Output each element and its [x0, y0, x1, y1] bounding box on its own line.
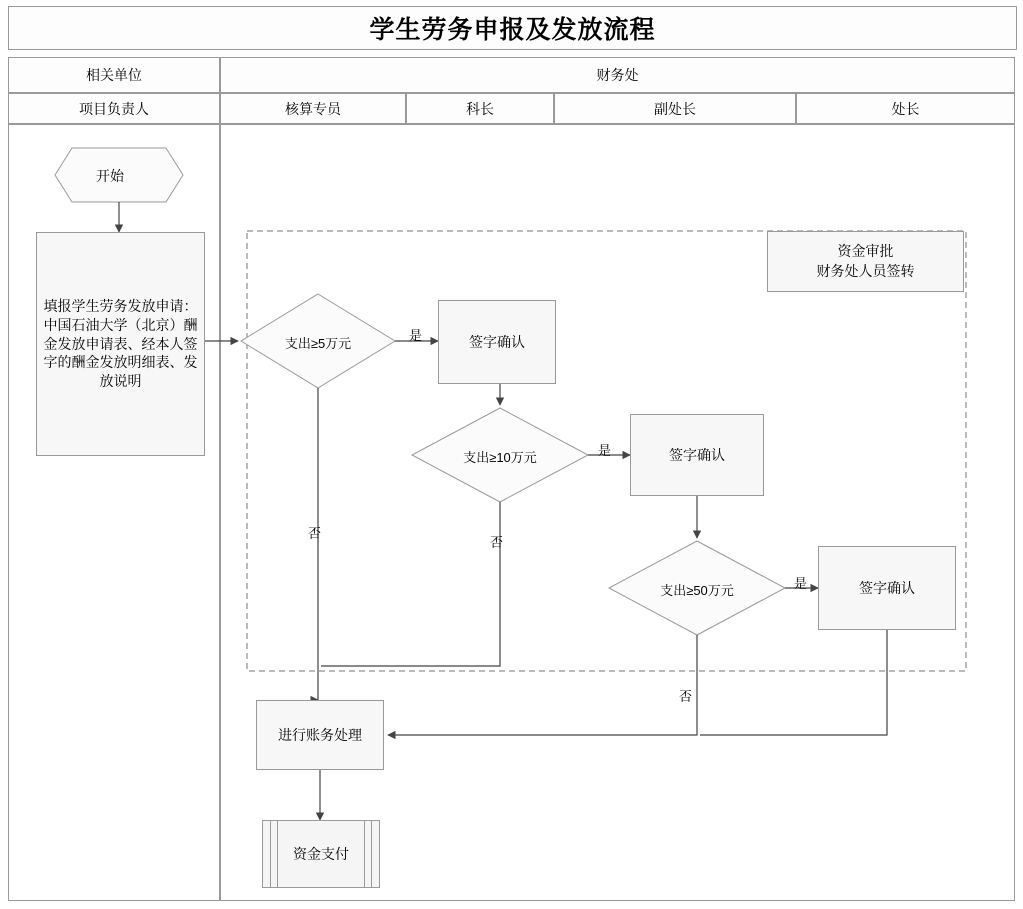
approval-note-box	[767, 231, 964, 292]
edge-label-no-3: 否	[679, 689, 693, 704]
sign-confirm-deputy-director: 签字确认	[630, 414, 764, 496]
sign-confirm-section-chief: 签字确认	[438, 300, 556, 384]
edge-label-yes-2: 是	[598, 443, 612, 458]
page-title: 学生劳务申报及发放流程	[8, 6, 1017, 50]
account-processing-node: 进行账务处理	[256, 700, 384, 770]
edge-label-no-1: 否	[308, 526, 322, 541]
decision-50wan-label: 支出≥50万元	[660, 583, 734, 598]
header-director: 处长	[796, 93, 1015, 124]
header-finance-office: 财务处	[220, 57, 1015, 93]
payment-document-edge-right	[364, 820, 372, 888]
payment-document-node	[262, 820, 380, 888]
payment-document-label: 资金支付	[293, 845, 349, 862]
apply-node: 填报学生劳务发放申请：中国石油大学（北京）酬金发放申请表、经本人签字的酬金发放明细表、发放说明	[36, 232, 205, 456]
header-project-leader: 项目负责人	[8, 93, 220, 124]
header-section-chief: 科长	[406, 93, 554, 124]
edge-label-yes-1: 是	[409, 328, 423, 343]
edge-label-no-2: 否	[490, 535, 504, 550]
edge-label-yes-3: 是	[794, 576, 808, 591]
header-deputy-director: 副处长	[554, 93, 796, 124]
sign-confirm-director: 签字确认	[818, 546, 956, 630]
approval-note-line2: 财务处人员签转	[816, 262, 915, 279]
payment-document-edge-left	[270, 820, 278, 888]
decision-10wan-label: 支出≥10万元	[463, 450, 537, 465]
decision-5wan-label: 支出≥5万元	[284, 336, 352, 351]
approval-note-line1: 资金审批	[837, 242, 894, 259]
header-related-unit: 相关单位	[8, 57, 220, 93]
start-node-label: 开始	[96, 168, 124, 184]
header-accounting-specialist: 核算专员	[220, 93, 406, 124]
